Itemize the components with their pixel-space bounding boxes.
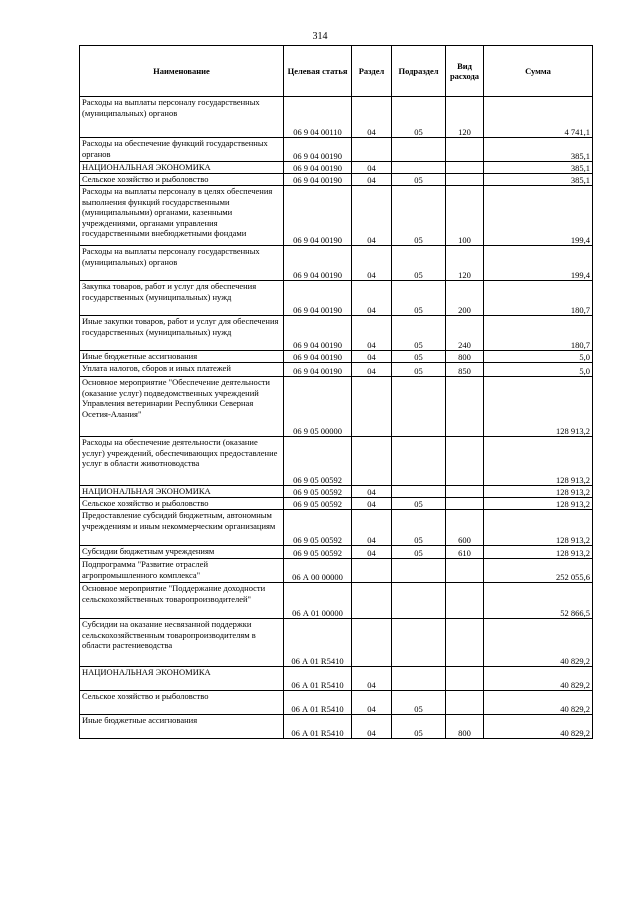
row-section: 04 [352, 186, 392, 246]
row-target: 06 9 04 00190 [284, 281, 352, 316]
row-amount: 128 913,2 [484, 377, 593, 437]
table-row [80, 715, 593, 739]
row-subsection [392, 162, 446, 174]
row-amount: 52 866,5 [484, 583, 593, 619]
row-name: Расходы на выплаты персоналу государственных (муниципальных) органов [80, 246, 284, 281]
row-section: 04 [352, 486, 392, 498]
row-target: 06 9 04 00190 [284, 316, 352, 351]
table-row [80, 281, 593, 316]
row-subsection: 05 [392, 281, 446, 316]
row-expense-type: 800 [446, 715, 484, 739]
row-target: 06 А 01 R5410 [284, 691, 352, 715]
row-expense-type [446, 583, 484, 619]
row-section [352, 377, 392, 437]
row-expense-type [446, 667, 484, 691]
row-expense-type: 120 [446, 97, 484, 138]
row-name: НАЦИОНАЛЬНАЯ ЭКОНОМИКА [80, 486, 284, 498]
row-expense-type: 600 [446, 510, 484, 546]
row-subsection: 05 [392, 498, 446, 510]
row-name: Уплата налогов, сборов и иных платежей [80, 363, 284, 377]
row-target: 06 9 05 00592 [284, 510, 352, 546]
row-name: НАЦИОНАЛЬНАЯ ЭКОНОМИКА [80, 162, 284, 174]
row-subsection [392, 619, 446, 667]
row-name: НАЦИОНАЛЬНАЯ ЭКОНОМИКА [80, 667, 284, 691]
row-name: Иные закупки товаров, работ и услуг для обеспечения государственных (муниципальных) нужд [80, 316, 284, 351]
row-target: 06 А 01 00000 [284, 583, 352, 619]
row-subsection: 05 [392, 363, 446, 377]
row-name: Иные бюджетные ассигнования [80, 351, 284, 363]
row-amount: 180,7 [484, 281, 593, 316]
row-subsection [392, 486, 446, 498]
table-row [80, 583, 593, 619]
row-amount: 385,1 [484, 162, 593, 174]
row-name: Сельское хозяйство и рыболовство [80, 174, 284, 186]
row-target: 06 А 01 R5410 [284, 619, 352, 667]
row-expense-type [446, 486, 484, 498]
row-amount: 128 913,2 [484, 498, 593, 510]
row-target: 06 9 04 00190 [284, 174, 352, 186]
table-row [80, 559, 593, 583]
row-amount: 40 829,2 [484, 619, 593, 667]
table-row [80, 351, 593, 363]
row-subsection [392, 138, 446, 162]
row-section: 04 [352, 174, 392, 186]
row-name: Предоставление субсидий бюджетным, автономным учреждениям и иным некоммерческим организациям [80, 510, 284, 546]
row-amount: 128 913,2 [484, 437, 593, 486]
row-name: Основное мероприятие "Обеспечение деятельности (оказание услуг) подведомственных учреждений Управления ветеринарии Республики Северная Осетия-Алания" [80, 377, 284, 437]
row-expense-type [446, 377, 484, 437]
row-target: 06 9 05 00592 [284, 546, 352, 559]
row-name: Сельское хозяйство и рыболовство [80, 691, 284, 715]
row-amount: 252 055,6 [484, 559, 593, 583]
row-amount: 180,7 [484, 316, 593, 351]
table-row [80, 138, 593, 162]
row-expense-type [446, 619, 484, 667]
row-section: 04 [352, 316, 392, 351]
table-row [80, 316, 593, 351]
table-row [80, 174, 593, 186]
row-expense-type: 200 [446, 281, 484, 316]
row-expense-type [446, 559, 484, 583]
row-section: 04 [352, 498, 392, 510]
row-subsection [392, 437, 446, 486]
row-expense-type: 850 [446, 363, 484, 377]
row-expense-type [446, 691, 484, 715]
row-name: Основное мероприятие "Поддержание доходности сельскохозяйственных товаропроизводителей" [80, 583, 284, 619]
table-row [80, 667, 593, 691]
table-row [80, 498, 593, 510]
row-subsection: 05 [392, 351, 446, 363]
row-name: Сельское хозяйство и рыболовство [80, 498, 284, 510]
row-name: Субсидии бюджетным учреждениям [80, 546, 284, 559]
row-subsection: 05 [392, 246, 446, 281]
row-name: Расходы на выплаты персоналу в целях обеспечения выполнения функций государственными (муниципальными) органами, казенными учреждениями, органами управления государственными внебюджетными фондами [80, 186, 284, 246]
row-name: Иные бюджетные ассигнования [80, 715, 284, 739]
row-expense-type: 120 [446, 246, 484, 281]
table-row [80, 162, 593, 174]
row-section: 04 [352, 510, 392, 546]
row-section: 04 [352, 691, 392, 715]
table-row [80, 363, 593, 377]
row-section: 04 [352, 715, 392, 739]
row-target: 06 А 01 R5410 [284, 667, 352, 691]
row-amount: 40 829,2 [484, 667, 593, 691]
row-target: 06 9 04 00190 [284, 351, 352, 363]
row-section: 04 [352, 246, 392, 281]
row-section: 04 [352, 97, 392, 138]
row-amount: 4 741,1 [484, 97, 593, 138]
header-expense-type: Вид расхода [446, 46, 484, 97]
row-target: 06 9 05 00592 [284, 437, 352, 486]
row-section [352, 583, 392, 619]
row-name: Расходы на выплаты персоналу государственных (муниципальных) органов [80, 97, 284, 138]
row-amount: 5,0 [484, 351, 593, 363]
row-section: 04 [352, 546, 392, 559]
table-row [80, 186, 593, 246]
table-row [80, 510, 593, 546]
row-expense-type [446, 498, 484, 510]
header-target: Целевая статья [284, 46, 352, 97]
table-row [80, 486, 593, 498]
row-target: 06 А 00 00000 [284, 559, 352, 583]
header-amount: Сумма [484, 46, 593, 97]
row-expense-type: 610 [446, 546, 484, 559]
row-expense-type [446, 162, 484, 174]
row-expense-type [446, 138, 484, 162]
row-name: Расходы на обеспечение деятельности (оказание услуг) учреждений, обеспечивающих предоставление услуг в области животноводства [80, 437, 284, 486]
row-subsection: 05 [392, 174, 446, 186]
row-amount: 385,1 [484, 138, 593, 162]
row-name: Расходы на обеспечение функций государственных органов [80, 138, 284, 162]
row-section: 04 [352, 162, 392, 174]
row-amount: 40 829,2 [484, 691, 593, 715]
row-expense-type [446, 174, 484, 186]
row-amount: 40 829,2 [484, 715, 593, 739]
row-section: 04 [352, 667, 392, 691]
row-target: 06 9 04 00190 [284, 186, 352, 246]
table-row [80, 377, 593, 437]
row-amount: 128 913,2 [484, 510, 593, 546]
row-target: 06 9 05 00592 [284, 498, 352, 510]
row-expense-type: 800 [446, 351, 484, 363]
row-name: Субсидии на оказание несвязанной поддержки сельскохозяйственным товаропроизводителям в области растениеводства [80, 619, 284, 667]
row-target: 06 А 01 R5410 [284, 715, 352, 739]
row-expense-type: 100 [446, 186, 484, 246]
row-target: 06 9 04 00190 [284, 246, 352, 281]
table-header-row [80, 46, 593, 97]
row-amount: 128 913,2 [484, 486, 593, 498]
row-subsection: 05 [392, 510, 446, 546]
row-amount: 128 913,2 [484, 546, 593, 559]
row-target: 06 9 04 00110 [284, 97, 352, 138]
row-section [352, 138, 392, 162]
row-subsection [392, 667, 446, 691]
budget-table [79, 45, 593, 739]
row-target: 06 9 05 00592 [284, 486, 352, 498]
table-row [80, 546, 593, 559]
row-subsection: 05 [392, 691, 446, 715]
header-section: Раздел [352, 46, 392, 97]
row-section: 04 [352, 351, 392, 363]
row-subsection [392, 559, 446, 583]
row-amount: 199,4 [484, 186, 593, 246]
row-name: Закупка товаров, работ и услуг для обеспечения государственных (муниципальных) нужд [80, 281, 284, 316]
row-subsection: 05 [392, 186, 446, 246]
table-row [80, 246, 593, 281]
row-amount: 385,1 [484, 174, 593, 186]
row-subsection: 05 [392, 546, 446, 559]
row-subsection [392, 583, 446, 619]
row-subsection: 05 [392, 715, 446, 739]
row-subsection [392, 377, 446, 437]
row-subsection: 05 [392, 316, 446, 351]
row-section [352, 559, 392, 583]
row-target: 06 9 04 00190 [284, 363, 352, 377]
table-row [80, 437, 593, 486]
table-row [80, 691, 593, 715]
row-name: Подпрограмма "Развитие отраслей агропромышленного комплекса" [80, 559, 284, 583]
table-row [80, 97, 593, 138]
row-target: 06 9 05 00000 [284, 377, 352, 437]
header-name: Наименование [80, 46, 284, 97]
row-section [352, 619, 392, 667]
row-expense-type: 240 [446, 316, 484, 351]
header-subsection: Подраздел [392, 46, 446, 97]
row-subsection: 05 [392, 97, 446, 138]
table-row [80, 619, 593, 667]
row-amount: 199,4 [484, 246, 593, 281]
row-amount: 5,0 [484, 363, 593, 377]
row-section [352, 437, 392, 486]
row-target: 06 9 04 00190 [284, 138, 352, 162]
row-expense-type [446, 437, 484, 486]
page-number: 314 [312, 31, 328, 42]
row-section: 04 [352, 281, 392, 316]
row-target: 06 9 04 00190 [284, 162, 352, 174]
row-section: 04 [352, 363, 392, 377]
